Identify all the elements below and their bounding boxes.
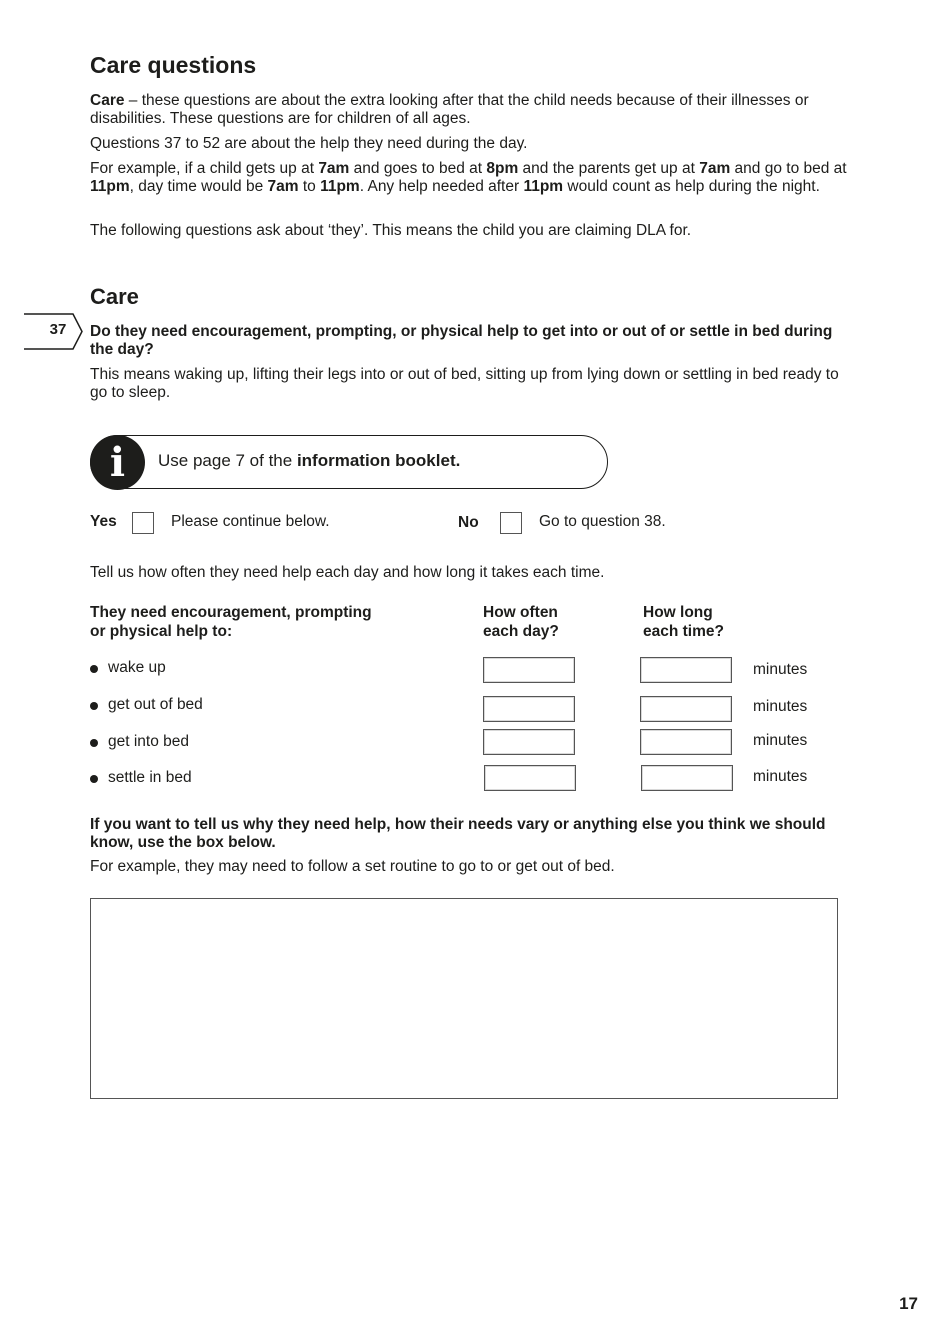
why-prompt: If you want to tell us why they need help, how their needs vary or anything else you think we should know, use the box below. — [90, 816, 826, 851]
bullet-icon — [90, 739, 98, 747]
intro-paragraph — [90, 92, 860, 128]
minutes-unit: minutes — [753, 768, 808, 785]
how-long-input-wake-up[interactable] — [640, 657, 732, 683]
row-label-settle-in-bed: settle in bed — [108, 769, 192, 786]
intro-lead: Care — [90, 92, 125, 109]
yes-checkbox[interactable] — [132, 512, 154, 534]
how-often-input-settle-in-bed[interactable] — [484, 765, 576, 791]
how-often-input-get-into-bed[interactable] — [483, 729, 575, 755]
row-label-get-out-of-bed: get out of bed — [108, 696, 203, 713]
example-segment: 8pm — [486, 160, 519, 177]
info-text — [158, 451, 460, 471]
info-prefix: Use page 7 of the — [158, 451, 297, 470]
yes-label: Yes — [90, 513, 117, 530]
bullet-icon — [90, 665, 98, 673]
example-segment: and go to bed at — [730, 160, 847, 177]
care-heading: Care — [90, 284, 139, 309]
example-segment: 7am — [699, 160, 731, 177]
question-number: 37 — [49, 321, 67, 338]
questions-range: Questions 37 to 52 are about the help they need during the day. — [90, 135, 528, 152]
page-number: 17 — [899, 1294, 918, 1313]
how-long-input-get-into-bed[interactable] — [640, 729, 732, 755]
no-label: No — [458, 514, 479, 531]
section-title: Care questions — [90, 52, 257, 78]
question-text: Do they need encouragement, prompting, or physical help to get into or out of or settle in bed during the day? — [90, 323, 833, 358]
example-segment: 11pm — [523, 178, 564, 195]
how-often-input-wake-up[interactable] — [483, 657, 575, 683]
example-segment: and the parents get up at — [518, 160, 700, 177]
example-segment: would count as help during the night. — [563, 178, 820, 195]
example-segment: For example, if a child gets up at — [90, 160, 319, 177]
why-example: For example, they may need to follow a set routine to go to or get out of bed. — [90, 858, 615, 875]
example-segment: 7am — [318, 160, 350, 177]
they-note: The following questions ask about ‘they’. This means the child you are claiming DLA for. — [90, 222, 692, 239]
example-segment: and goes to bed at — [349, 160, 487, 177]
how-long-input-get-out-of-bed[interactable] — [640, 696, 732, 722]
how-often-intro: Tell us how often they need help each day and how long it takes each time. — [90, 564, 605, 581]
minutes-unit: minutes — [753, 698, 808, 715]
example-segment: to — [298, 178, 321, 195]
example-segment: 7am — [267, 178, 299, 195]
row-label-wake-up: wake up — [108, 659, 166, 676]
yes-note: Please continue below. — [171, 513, 330, 530]
minutes-unit: minutes — [753, 661, 808, 678]
row-label-get-into-bed: get into bed — [108, 733, 190, 750]
bullet-icon — [90, 702, 98, 710]
how-often-input-get-out-of-bed[interactable] — [483, 696, 575, 722]
example-paragraph — [90, 160, 860, 196]
info-icon: i — [90, 435, 145, 490]
column-header-activity: They need encouragement, prompting or physical help to: — [90, 604, 372, 640]
question-explanation: This means waking up, lifting their legs into or out of bed, sitting up from lying down or settling in bed ready to go to sleep. — [90, 366, 839, 401]
example-segment: 11pm — [90, 178, 130, 195]
example-segment: , day time would be — [129, 178, 268, 195]
intro-rest: – these questions are about the extra looking after that the child needs because of their illnesses or disabilities. These questions are for children of all ages. — [90, 92, 809, 127]
example-segment: 11pm — [320, 178, 360, 195]
column-header-how-often: How often each day? — [483, 604, 559, 640]
info-booklet-link: information booklet. — [296, 451, 461, 470]
example-segment: . Any help needed after — [359, 178, 524, 195]
minutes-unit: minutes — [753, 732, 808, 749]
how-long-input-settle-in-bed[interactable] — [641, 765, 733, 791]
no-checkbox[interactable] — [500, 512, 522, 534]
bullet-icon — [90, 775, 98, 783]
column-header-how-long: How long each time? — [643, 604, 724, 640]
no-note: Go to question 38. — [539, 513, 666, 530]
additional-info-textarea[interactable] — [90, 898, 838, 1099]
